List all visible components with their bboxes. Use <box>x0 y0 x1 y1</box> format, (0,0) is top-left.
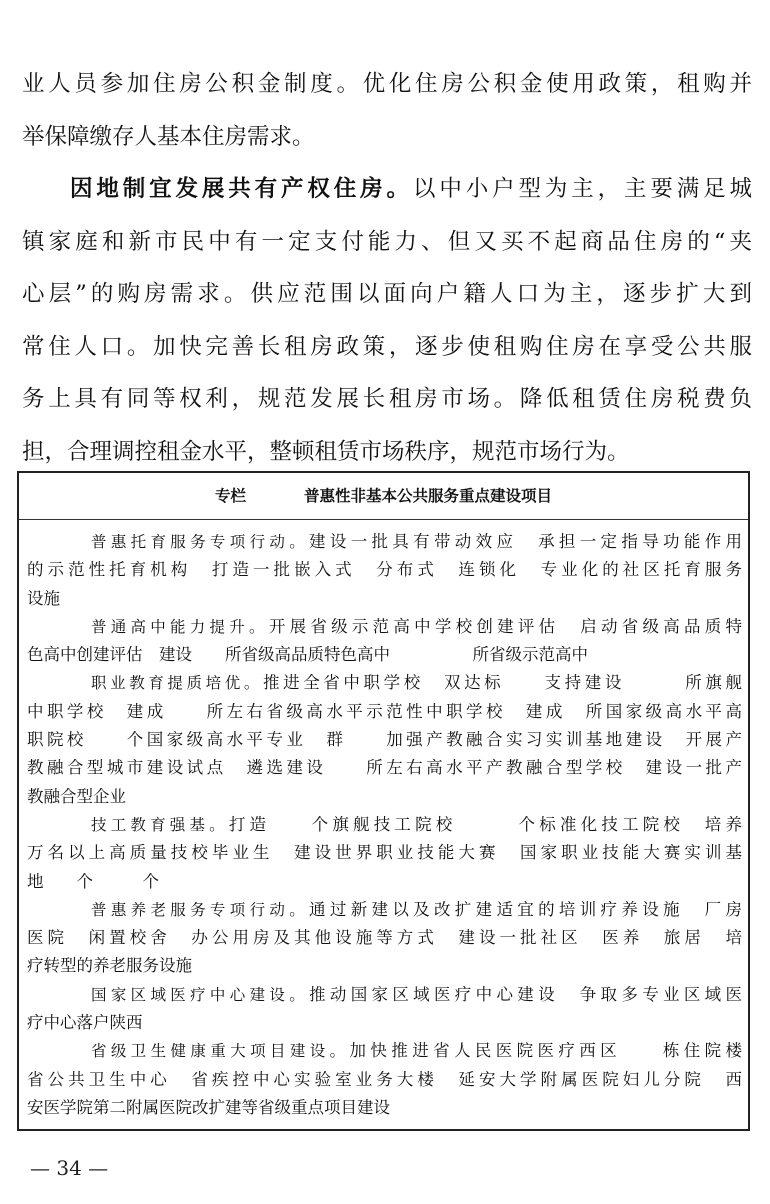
body-line: 镇家庭和新市民中有一定支付能力、但又买不起商品住房的“夹 <box>22 228 752 255</box>
box-line <box>27 839 742 867</box>
body-line: 业人员参加住房公积金制度。优化住房公积金使用政策，租购并 <box>22 71 752 97</box>
box-line-text: 中职学校 建成 所左右省级高水平示范性中职学校 建成 所国家级高水平高 <box>27 701 742 721</box>
box-item-term: 普惠养老服务专项行动。 <box>91 900 310 919</box>
body-line-para2-start <box>22 171 752 224</box>
box-item-term: 普惠托育服务专项行动。 <box>91 533 310 551</box>
box-line-text: 疗中心落户陕西 <box>27 1013 143 1033</box>
box-line-text: 地 个 个 <box>27 871 159 891</box>
body-line: 常住人口。加快完善长租房政策，逐步使租购住房在享受公共服 <box>22 333 752 360</box>
box-line-text: 省公共卫生中心 省疾控中心实验室业务大楼 延安大学附属医院妇儿分院 西 <box>27 1069 742 1089</box>
box-line-text: 疗转型的养老服务设施 <box>27 956 192 976</box>
box-line <box>27 868 742 896</box>
box-line-text: 的示范性托育机构 打造一批嵌入式 分布式 连锁化 专业化的社区托育服务 <box>27 560 742 580</box>
box-line-text: 设施 <box>27 588 60 608</box>
para2-term: 因地制宜发展共有产权住房。 <box>70 176 413 202</box>
box-line <box>27 811 742 839</box>
box-item-term: 技工教育强基。 <box>91 815 229 834</box>
box-line <box>27 528 742 556</box>
box-line-text: 医院 闲置校舍 办公用房及其他设施等方式 建设一批社区 医养 旅居 培 <box>27 928 742 948</box>
box-title: 普惠性非基本公共服务重点建设项目 <box>304 487 553 505</box>
para2-rest: 以中小户型为主，主要满足城 <box>412 176 752 202</box>
box-line <box>27 1066 742 1094</box>
box-line <box>27 556 742 584</box>
body-line: 心层”的购房需求。供应范围以面向户籍人口为主，逐步扩大到 <box>22 281 752 307</box>
box-line-text: 推进全省中职学校 双达标 支持建设 所旗舰 <box>262 673 742 693</box>
box-line-text: 通过新建以及改扩建适宜的培训疗养设施 厂房 <box>309 899 742 919</box>
body-line: 担，合理调控租金水平，整顿租赁市场秩序，规范市场行为。 <box>22 438 630 465</box>
box-line <box>27 726 742 754</box>
box-line <box>27 952 742 980</box>
box-item-term: 省级卫生健康重大项目建设。 <box>91 1042 350 1061</box>
box-line-text: 教融合型城市建设试点 遴选建设 所左右高水平产教融合型学校 建设一批产 <box>27 758 742 778</box>
box-body <box>19 520 748 1122</box>
box-line-text: 职院校 个国家级高水平专业 群 加强产教融合实习实训基地建设 开展产 <box>27 730 742 750</box>
box-line-text: 教融合型企业 <box>27 786 126 806</box>
box-line <box>27 613 742 641</box>
body-line: 举保障缴存人基本住房需求。 <box>22 123 315 150</box>
box-line <box>27 896 742 924</box>
box-line <box>27 1037 742 1065</box>
box-line <box>27 585 742 613</box>
box-line <box>27 669 742 697</box>
box-line-text: 万名以上高质量技校毕业生 建设世界职业技能大赛 国家职业技能大赛实训基 <box>27 843 742 863</box>
box-item-term: 国家区域医疗中心建设。 <box>91 985 310 1004</box>
box-item-term: 职业教育提质培优。 <box>91 674 263 693</box>
box-line-text: 加快推进省人民医院医疗西区 栋住院楼 <box>349 1041 742 1061</box>
body-text <box>22 66 752 486</box>
box-line <box>27 981 742 1009</box>
box-line-text: 建设一批具有带动效应 承担一定指导功能作用 <box>309 532 742 551</box>
box-item-term: 普通高中能力提升。 <box>91 617 269 636</box>
body-line: 务上具有同等权利，规范发展长租房市场。降低租赁住房税费负 <box>22 386 752 412</box>
box-line <box>27 783 742 811</box>
box-line <box>27 924 742 952</box>
box-label: 专栏 <box>214 487 246 505</box>
box-line <box>27 754 742 782</box>
box-line-text: 推动国家区域医疗中心建设 争取多专业区域医 <box>309 984 742 1004</box>
box-line <box>27 641 742 669</box>
box-line-text: 开展省级示范高中学校创建评估 启动省级高品质特 <box>268 616 742 636</box>
box-line-text: 安医学院第二附属医院改扩建等省级重点项目建设 <box>27 1097 390 1117</box>
box-line <box>27 1094 742 1122</box>
box-line <box>27 698 742 726</box>
box-line-text: 色高中创建评估 建设 所省级高品质特色高中 所省级示范高中 <box>27 645 588 665</box>
box-line-text: 打造 个旗舰技工院校 个标准化技工院校 培养 <box>228 814 742 834</box>
box-line <box>27 1009 742 1037</box>
column-box <box>17 471 750 1131</box>
box-header <box>19 473 748 520</box>
page-number: — 34 — <box>30 1156 109 1180</box>
